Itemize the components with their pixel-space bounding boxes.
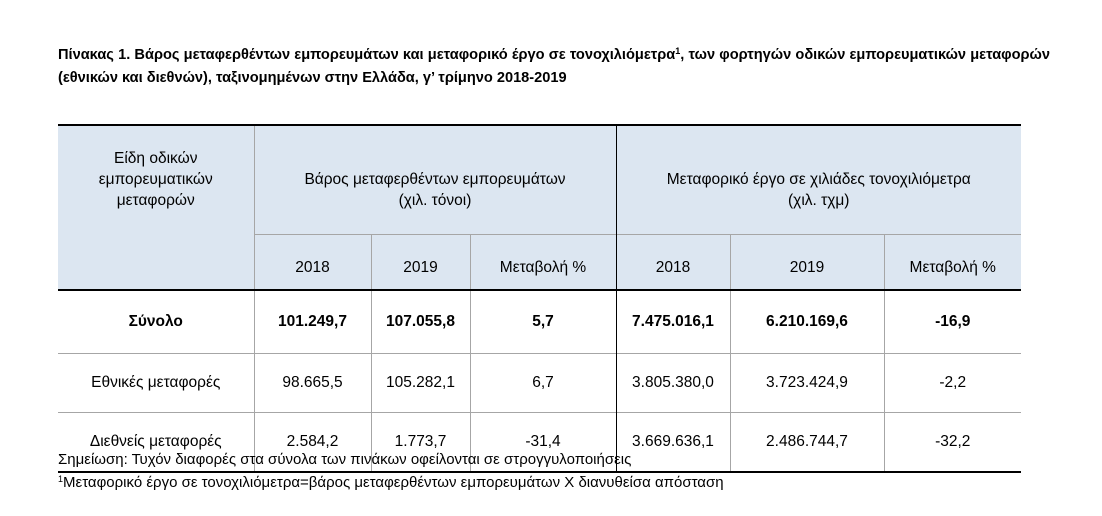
- cell-total-weight-2018: 101.249,7: [254, 290, 371, 354]
- group-header-tonkm-line-1: Μεταφορικό έργο σε χιλιάδες τονοχιλιόμετρα: [666, 171, 971, 188]
- cell-national-weight-2019: 105.282,1: [371, 354, 470, 413]
- cell-international-tonkm-2019: 2.486.744,7: [730, 413, 884, 473]
- group-header-tonkm: [616, 125, 1021, 235]
- subheader-tonkm-2019: 2019: [730, 235, 884, 291]
- group-header-weight-line-1: Βάρος μεταφερθέντων εμπορευμάτων: [304, 171, 566, 188]
- corner-header: [58, 125, 254, 290]
- note-rounding: Σημείωση: Τυχόν διαφορές στα σύνολα των πινάκων οφείλονται σε στρογγυλοποιήσεις: [58, 451, 632, 468]
- row-label-total: Σύνολο: [58, 290, 254, 354]
- subheader-weight-2019: 2019: [371, 235, 470, 291]
- cell-total-weight-2019: 107.055,8: [371, 290, 470, 354]
- cell-national-tonkm-change: -2,2: [884, 354, 1021, 413]
- subheader-weight-2018: 2018: [254, 235, 371, 291]
- corner-header-line-1: Είδη οδικών: [114, 150, 198, 167]
- cell-national-tonkm-2018: 3.805.380,0: [616, 354, 730, 413]
- note-definition-text: Μεταφορικό έργο σε τονοχιλιόμετρα=βάρος μεταφερθέντων εμπορευμάτων Χ διανυθείσα απόσταση: [63, 474, 724, 491]
- cell-international-weight-2018: 2.584,2: [254, 413, 371, 473]
- cell-national-tonkm-2019: 3.723.424,9: [730, 354, 884, 413]
- freight-table: [58, 124, 1021, 473]
- note-definition: [58, 471, 724, 494]
- subheader-tonkm-change: Μεταβολή %: [884, 235, 1021, 291]
- cell-total-weight-change: 5,7: [470, 290, 616, 354]
- group-header-weight-line-2: (χιλ. τόνοι): [398, 192, 472, 209]
- group-header-tonkm-line-2: (χιλ. τχμ): [788, 192, 850, 209]
- cell-total-tonkm-2018: 7.475.016,1: [616, 290, 730, 354]
- corner-header-line-3: μεταφορών: [116, 192, 195, 209]
- table-title-main: Πίνακας 1. Βάρος μεταφερθέντων εμπορευμάτων και μεταφορικό έργο σε τονοχιλιόμετρα: [58, 47, 676, 63]
- row-label-international: Διεθνείς μεταφορές: [58, 413, 254, 473]
- cell-international-weight-change: -31,4: [470, 413, 616, 473]
- title-footnote-mark: 1: [675, 46, 681, 56]
- cell-international-weight-2019: 1.773,7: [371, 413, 470, 473]
- table-row: [58, 290, 1021, 354]
- subheader-weight-change: Μεταβολή %: [470, 235, 616, 291]
- corner-header-line-2: εμπορευματικών: [98, 171, 213, 188]
- group-header-weight: [254, 125, 616, 235]
- cell-total-tonkm-2019: 6.210.169,6: [730, 290, 884, 354]
- row-label-national: Εθνικές μεταφορές: [58, 354, 254, 413]
- header-row-groups: [58, 125, 1021, 235]
- cell-national-weight-2018: 98.665,5: [254, 354, 371, 413]
- table-title: [58, 44, 1050, 90]
- table-notes: [58, 448, 724, 494]
- cell-international-tonkm-change: -32,2: [884, 413, 1021, 473]
- cell-international-tonkm-2018: 3.669.636,1: [616, 413, 730, 473]
- note-definition-mark: 1: [58, 474, 64, 484]
- table-title-rest: , των φορτηγών οδικών εμπορευματικών μεταφορών (εθνικών και διεθνών), ταξινομημένων στην Ελλάδα, γ’ τρίμηνο 2018-2019: [58, 47, 1050, 86]
- cell-national-weight-change: 6,7: [470, 354, 616, 413]
- subheader-tonkm-2018: 2018: [616, 235, 730, 291]
- table-row: [58, 354, 1021, 413]
- cell-total-tonkm-change: -16,9: [884, 290, 1021, 354]
